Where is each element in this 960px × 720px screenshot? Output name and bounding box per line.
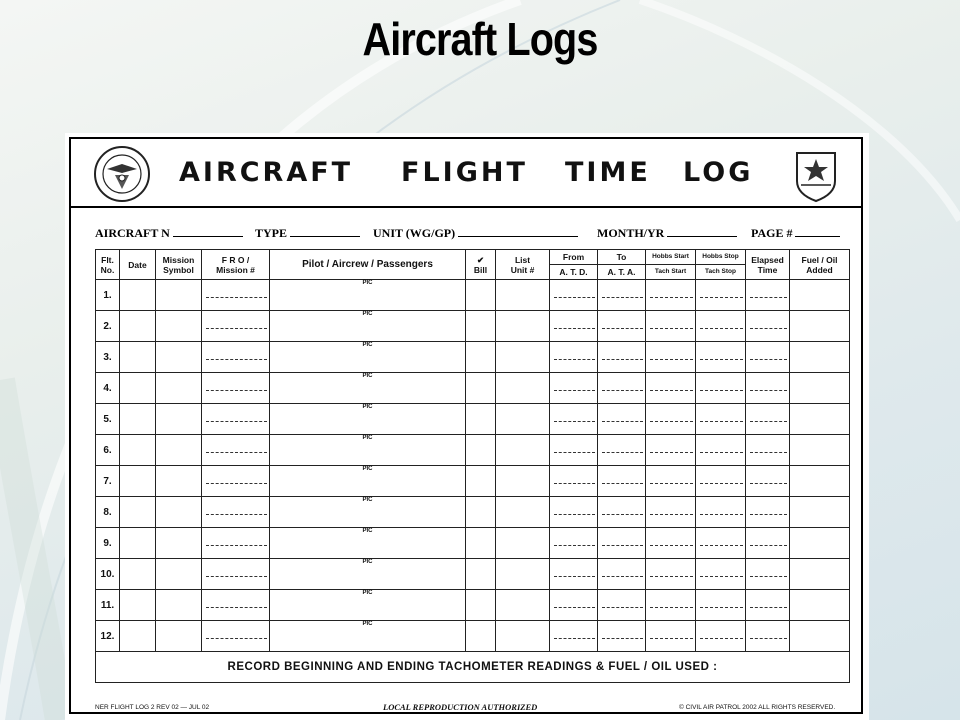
record-row — [96, 652, 850, 683]
fuel-oil-cell[interactable] — [790, 280, 850, 311]
hobbs-start-cell[interactable] — [646, 621, 696, 652]
list-unit-cell[interactable] — [496, 559, 550, 590]
date-cell[interactable] — [120, 466, 156, 497]
elapsed-cell[interactable] — [746, 435, 790, 466]
row-number: 11. — [96, 590, 120, 621]
mission-symbol-cell[interactable] — [156, 280, 202, 311]
pilot-cell[interactable]: PIC — [270, 435, 466, 466]
mission-symbol-cell[interactable] — [156, 621, 202, 652]
bill-cell[interactable] — [466, 559, 496, 590]
fro-mission-cell[interactable] — [202, 621, 270, 652]
row-number: 1. — [96, 280, 120, 311]
atd-cell[interactable] — [550, 528, 598, 559]
date-cell[interactable] — [120, 528, 156, 559]
col-hobbs-start: Hobbs Start — [646, 250, 696, 265]
ata-cell[interactable] — [598, 342, 646, 373]
pilot-cell[interactable]: PIC — [270, 621, 466, 652]
list-unit-cell[interactable] — [496, 435, 550, 466]
date-cell[interactable] — [120, 280, 156, 311]
atd-cell[interactable] — [550, 435, 598, 466]
col-bill: ✔ Bill — [466, 250, 496, 280]
aircraft-label: AIRCRAFT N — [95, 226, 170, 240]
fro-mission-cell[interactable] — [202, 373, 270, 404]
col-atd: A. T. D. — [550, 265, 598, 280]
slide-title: Aircraft Logs — [362, 13, 598, 65]
reproduction-notice: LOCAL REPRODUCTION AUTHORIZED — [383, 702, 538, 712]
fro-mission-cell[interactable] — [202, 528, 270, 559]
type-label: TYPE — [255, 226, 288, 240]
hobbs-stop-cell[interactable] — [696, 559, 746, 590]
hobbs-stop-cell[interactable] — [696, 404, 746, 435]
hobbs-stop-cell[interactable] — [696, 435, 746, 466]
type-field[interactable] — [255, 225, 360, 241]
mission-symbol-cell[interactable] — [156, 466, 202, 497]
fuel-oil-cell[interactable] — [790, 590, 850, 621]
list-unit-cell[interactable] — [496, 373, 550, 404]
flight-log-form — [65, 133, 869, 720]
col-ata: A. T. A. — [598, 265, 646, 280]
hobbs-start-cell[interactable] — [646, 466, 696, 497]
pilot-cell[interactable]: PIC — [270, 342, 466, 373]
hobbs-stop-cell[interactable] — [696, 590, 746, 621]
col-hobbs-stop: Hobbs Stop — [696, 250, 746, 265]
date-cell[interactable] — [120, 435, 156, 466]
atd-cell[interactable] — [550, 404, 598, 435]
northeast-region-patch-icon — [787, 145, 845, 203]
form-title-word-3: TIME — [565, 157, 651, 188]
atd-cell[interactable] — [550, 621, 598, 652]
elapsed-cell[interactable] — [746, 621, 790, 652]
atd-cell[interactable] — [550, 559, 598, 590]
col-fuel-oil: Fuel / Oil Added — [790, 250, 850, 280]
table-row — [96, 590, 850, 621]
hobbs-start-cell[interactable] — [646, 590, 696, 621]
hobbs-stop-cell[interactable] — [696, 528, 746, 559]
fro-mission-cell[interactable] — [202, 342, 270, 373]
fuel-oil-cell[interactable] — [790, 497, 850, 528]
pilot-cell[interactable]: PIC — [270, 466, 466, 497]
row-number: 7. — [96, 466, 120, 497]
col-date: Date — [120, 250, 156, 280]
date-cell[interactable] — [120, 342, 156, 373]
list-unit-cell[interactable] — [496, 621, 550, 652]
fuel-oil-cell[interactable] — [790, 373, 850, 404]
mission-symbol-cell[interactable] — [156, 590, 202, 621]
col-tach-start: Tach Start — [646, 265, 696, 280]
bill-cell[interactable] — [466, 590, 496, 621]
flight-log-table — [95, 249, 850, 683]
col-fro-mission: F R O / Mission # — [202, 250, 270, 280]
row-number: 6. — [96, 435, 120, 466]
bill-cell[interactable] — [466, 466, 496, 497]
bill-cell[interactable] — [466, 373, 496, 404]
fro-mission-cell[interactable] — [202, 559, 270, 590]
hobbs-stop-cell[interactable] — [696, 621, 746, 652]
table-row — [96, 373, 850, 404]
row-number: 2. — [96, 311, 120, 342]
pilot-cell[interactable]: PIC — [270, 528, 466, 559]
fro-mission-cell[interactable] — [202, 590, 270, 621]
elapsed-cell[interactable] — [746, 373, 790, 404]
col-elapsed: Elapsed Time — [746, 250, 790, 280]
form-frame — [69, 137, 863, 714]
ata-cell[interactable] — [598, 528, 646, 559]
copyright-notice: © CIVIL AIR PATROL 2002 ALL RIGHTS RESERVED. — [679, 704, 836, 711]
fro-mission-cell[interactable] — [202, 311, 270, 342]
page-label: PAGE # — [751, 226, 793, 240]
pilot-cell[interactable]: PIC — [270, 404, 466, 435]
row-number: 4. — [96, 373, 120, 404]
list-unit-cell[interactable] — [496, 311, 550, 342]
fuel-oil-cell[interactable] — [790, 435, 850, 466]
fro-mission-cell[interactable] — [202, 435, 270, 466]
date-cell[interactable] — [120, 621, 156, 652]
ata-cell[interactable] — [598, 311, 646, 342]
aircraft-field[interactable] — [95, 225, 243, 241]
row-number: 9. — [96, 528, 120, 559]
table-row — [96, 311, 850, 342]
atd-cell[interactable] — [550, 280, 598, 311]
fuel-oil-cell[interactable] — [790, 528, 850, 559]
table-row — [96, 280, 850, 311]
date-cell[interactable] — [120, 497, 156, 528]
hobbs-start-cell[interactable] — [646, 342, 696, 373]
bill-cell[interactable] — [466, 621, 496, 652]
fro-mission-cell[interactable] — [202, 280, 270, 311]
row-number: 10. — [96, 559, 120, 590]
table-row — [96, 342, 850, 373]
list-unit-cell[interactable] — [496, 528, 550, 559]
fuel-oil-cell[interactable] — [790, 621, 850, 652]
hobbs-start-cell[interactable] — [646, 435, 696, 466]
record-instruction[interactable]: RECORD BEGINNING AND ENDING TACHOMETER READINGS & FUEL / OIL USED : — [96, 652, 850, 683]
table-row — [96, 559, 850, 590]
mission-symbol-cell[interactable] — [156, 559, 202, 590]
pilot-cell[interactable]: PIC — [270, 590, 466, 621]
hobbs-stop-cell[interactable] — [696, 466, 746, 497]
elapsed-cell[interactable] — [746, 280, 790, 311]
ata-cell[interactable] — [598, 497, 646, 528]
col-pilot: Pilot / Aircrew / Passengers — [270, 250, 466, 280]
hobbs-start-cell[interactable] — [646, 311, 696, 342]
elapsed-cell[interactable] — [746, 342, 790, 373]
date-cell[interactable] — [120, 590, 156, 621]
fuel-oil-cell[interactable] — [790, 466, 850, 497]
bill-cell[interactable] — [466, 342, 496, 373]
table-row — [96, 528, 850, 559]
fro-mission-cell[interactable] — [202, 404, 270, 435]
col-list-unit: List Unit # — [496, 250, 550, 280]
list-unit-cell[interactable] — [496, 497, 550, 528]
elapsed-cell[interactable] — [746, 590, 790, 621]
fuel-oil-cell[interactable] — [790, 342, 850, 373]
mission-symbol-cell[interactable] — [156, 342, 202, 373]
bill-cell[interactable] — [466, 404, 496, 435]
mission-symbol-cell[interactable] — [156, 528, 202, 559]
atd-cell[interactable] — [550, 466, 598, 497]
date-cell[interactable] — [120, 404, 156, 435]
atd-cell[interactable] — [550, 342, 598, 373]
fuel-oil-cell[interactable] — [790, 404, 850, 435]
table-row — [96, 435, 850, 466]
hobbs-start-cell[interactable] — [646, 404, 696, 435]
ata-cell[interactable] — [598, 466, 646, 497]
form-title-word-2: FLIGHT — [401, 157, 528, 188]
mission-symbol-cell[interactable] — [156, 435, 202, 466]
fro-mission-cell[interactable] — [202, 466, 270, 497]
fuel-oil-cell[interactable] — [790, 559, 850, 590]
ata-cell[interactable] — [598, 559, 646, 590]
form-header — [71, 139, 861, 208]
atd-cell[interactable] — [550, 590, 598, 621]
col-mission-symbol: Mission Symbol — [156, 250, 202, 280]
hobbs-start-cell[interactable] — [646, 559, 696, 590]
hobbs-start-cell[interactable] — [646, 528, 696, 559]
elapsed-cell[interactable] — [746, 528, 790, 559]
date-cell[interactable] — [120, 373, 156, 404]
ata-cell[interactable] — [598, 373, 646, 404]
bill-cell[interactable] — [466, 311, 496, 342]
bill-cell[interactable] — [466, 528, 496, 559]
col-tach-stop: Tach Stop — [696, 265, 746, 280]
list-unit-cell[interactable] — [496, 466, 550, 497]
ata-cell[interactable] — [598, 404, 646, 435]
col-flt-no: Flt. No. — [96, 250, 120, 280]
ata-cell[interactable] — [598, 280, 646, 311]
elapsed-cell[interactable] — [746, 404, 790, 435]
form-fields — [95, 225, 855, 243]
form-title-word-1: AIRCRAFT — [179, 157, 354, 188]
table-row — [96, 404, 850, 435]
pilot-cell[interactable]: PIC — [270, 311, 466, 342]
hobbs-stop-cell[interactable] — [696, 497, 746, 528]
form-revision: NER FLIGHT LOG 2 REV 02 — JUL 02 — [95, 704, 210, 711]
date-cell[interactable] — [120, 311, 156, 342]
atd-cell[interactable] — [550, 373, 598, 404]
bill-cell[interactable] — [466, 435, 496, 466]
list-unit-cell[interactable] — [496, 590, 550, 621]
table-row — [96, 497, 850, 528]
ata-cell[interactable] — [598, 435, 646, 466]
unit-label: UNIT (WG/GP) — [373, 226, 456, 240]
pilot-cell[interactable]: PIC — [270, 280, 466, 311]
elapsed-cell[interactable] — [746, 559, 790, 590]
page-field[interactable] — [751, 225, 840, 241]
ata-cell[interactable] — [598, 590, 646, 621]
unit-field[interactable] — [373, 225, 578, 241]
list-unit-cell[interactable] — [496, 342, 550, 373]
atd-cell[interactable] — [550, 311, 598, 342]
fuel-oil-cell[interactable] — [790, 311, 850, 342]
month-yr-label: MONTH/YR — [597, 226, 665, 240]
elapsed-cell[interactable] — [746, 497, 790, 528]
table-header-row — [96, 250, 850, 265]
list-unit-cell[interactable] — [496, 404, 550, 435]
date-cell[interactable] — [120, 559, 156, 590]
elapsed-cell[interactable] — [746, 466, 790, 497]
elapsed-cell[interactable] — [746, 311, 790, 342]
pilot-cell[interactable]: PIC — [270, 373, 466, 404]
ata-cell[interactable] — [598, 621, 646, 652]
bill-cell[interactable] — [466, 497, 496, 528]
mission-symbol-cell[interactable] — [156, 373, 202, 404]
mission-symbol-cell[interactable] — [156, 311, 202, 342]
col-to: To — [598, 250, 646, 265]
month-yr-field[interactable] — [597, 225, 737, 241]
row-number: 3. — [96, 342, 120, 373]
row-number: 5. — [96, 404, 120, 435]
atd-cell[interactable] — [550, 497, 598, 528]
row-number: 8. — [96, 497, 120, 528]
pilot-cell[interactable]: PIC — [270, 497, 466, 528]
usaf-auxiliary-seal-icon — [93, 145, 151, 203]
hobbs-start-cell[interactable] — [646, 280, 696, 311]
hobbs-start-cell[interactable] — [646, 373, 696, 404]
mission-symbol-cell[interactable] — [156, 497, 202, 528]
hobbs-stop-cell[interactable] — [696, 311, 746, 342]
table-body — [96, 280, 850, 652]
table-row — [96, 466, 850, 497]
mission-symbol-cell[interactable] — [156, 404, 202, 435]
pilot-cell[interactable]: PIC — [270, 559, 466, 590]
hobbs-stop-cell[interactable] — [696, 342, 746, 373]
list-unit-cell[interactable] — [496, 280, 550, 311]
fro-mission-cell[interactable] — [202, 497, 270, 528]
hobbs-start-cell[interactable] — [646, 497, 696, 528]
table-row — [96, 621, 850, 652]
row-number: 12. — [96, 621, 120, 652]
hobbs-stop-cell[interactable] — [696, 373, 746, 404]
hobbs-stop-cell[interactable] — [696, 280, 746, 311]
form-title-word-4: LOG — [683, 157, 754, 188]
bill-cell[interactable] — [466, 280, 496, 311]
col-from: From — [550, 250, 598, 265]
